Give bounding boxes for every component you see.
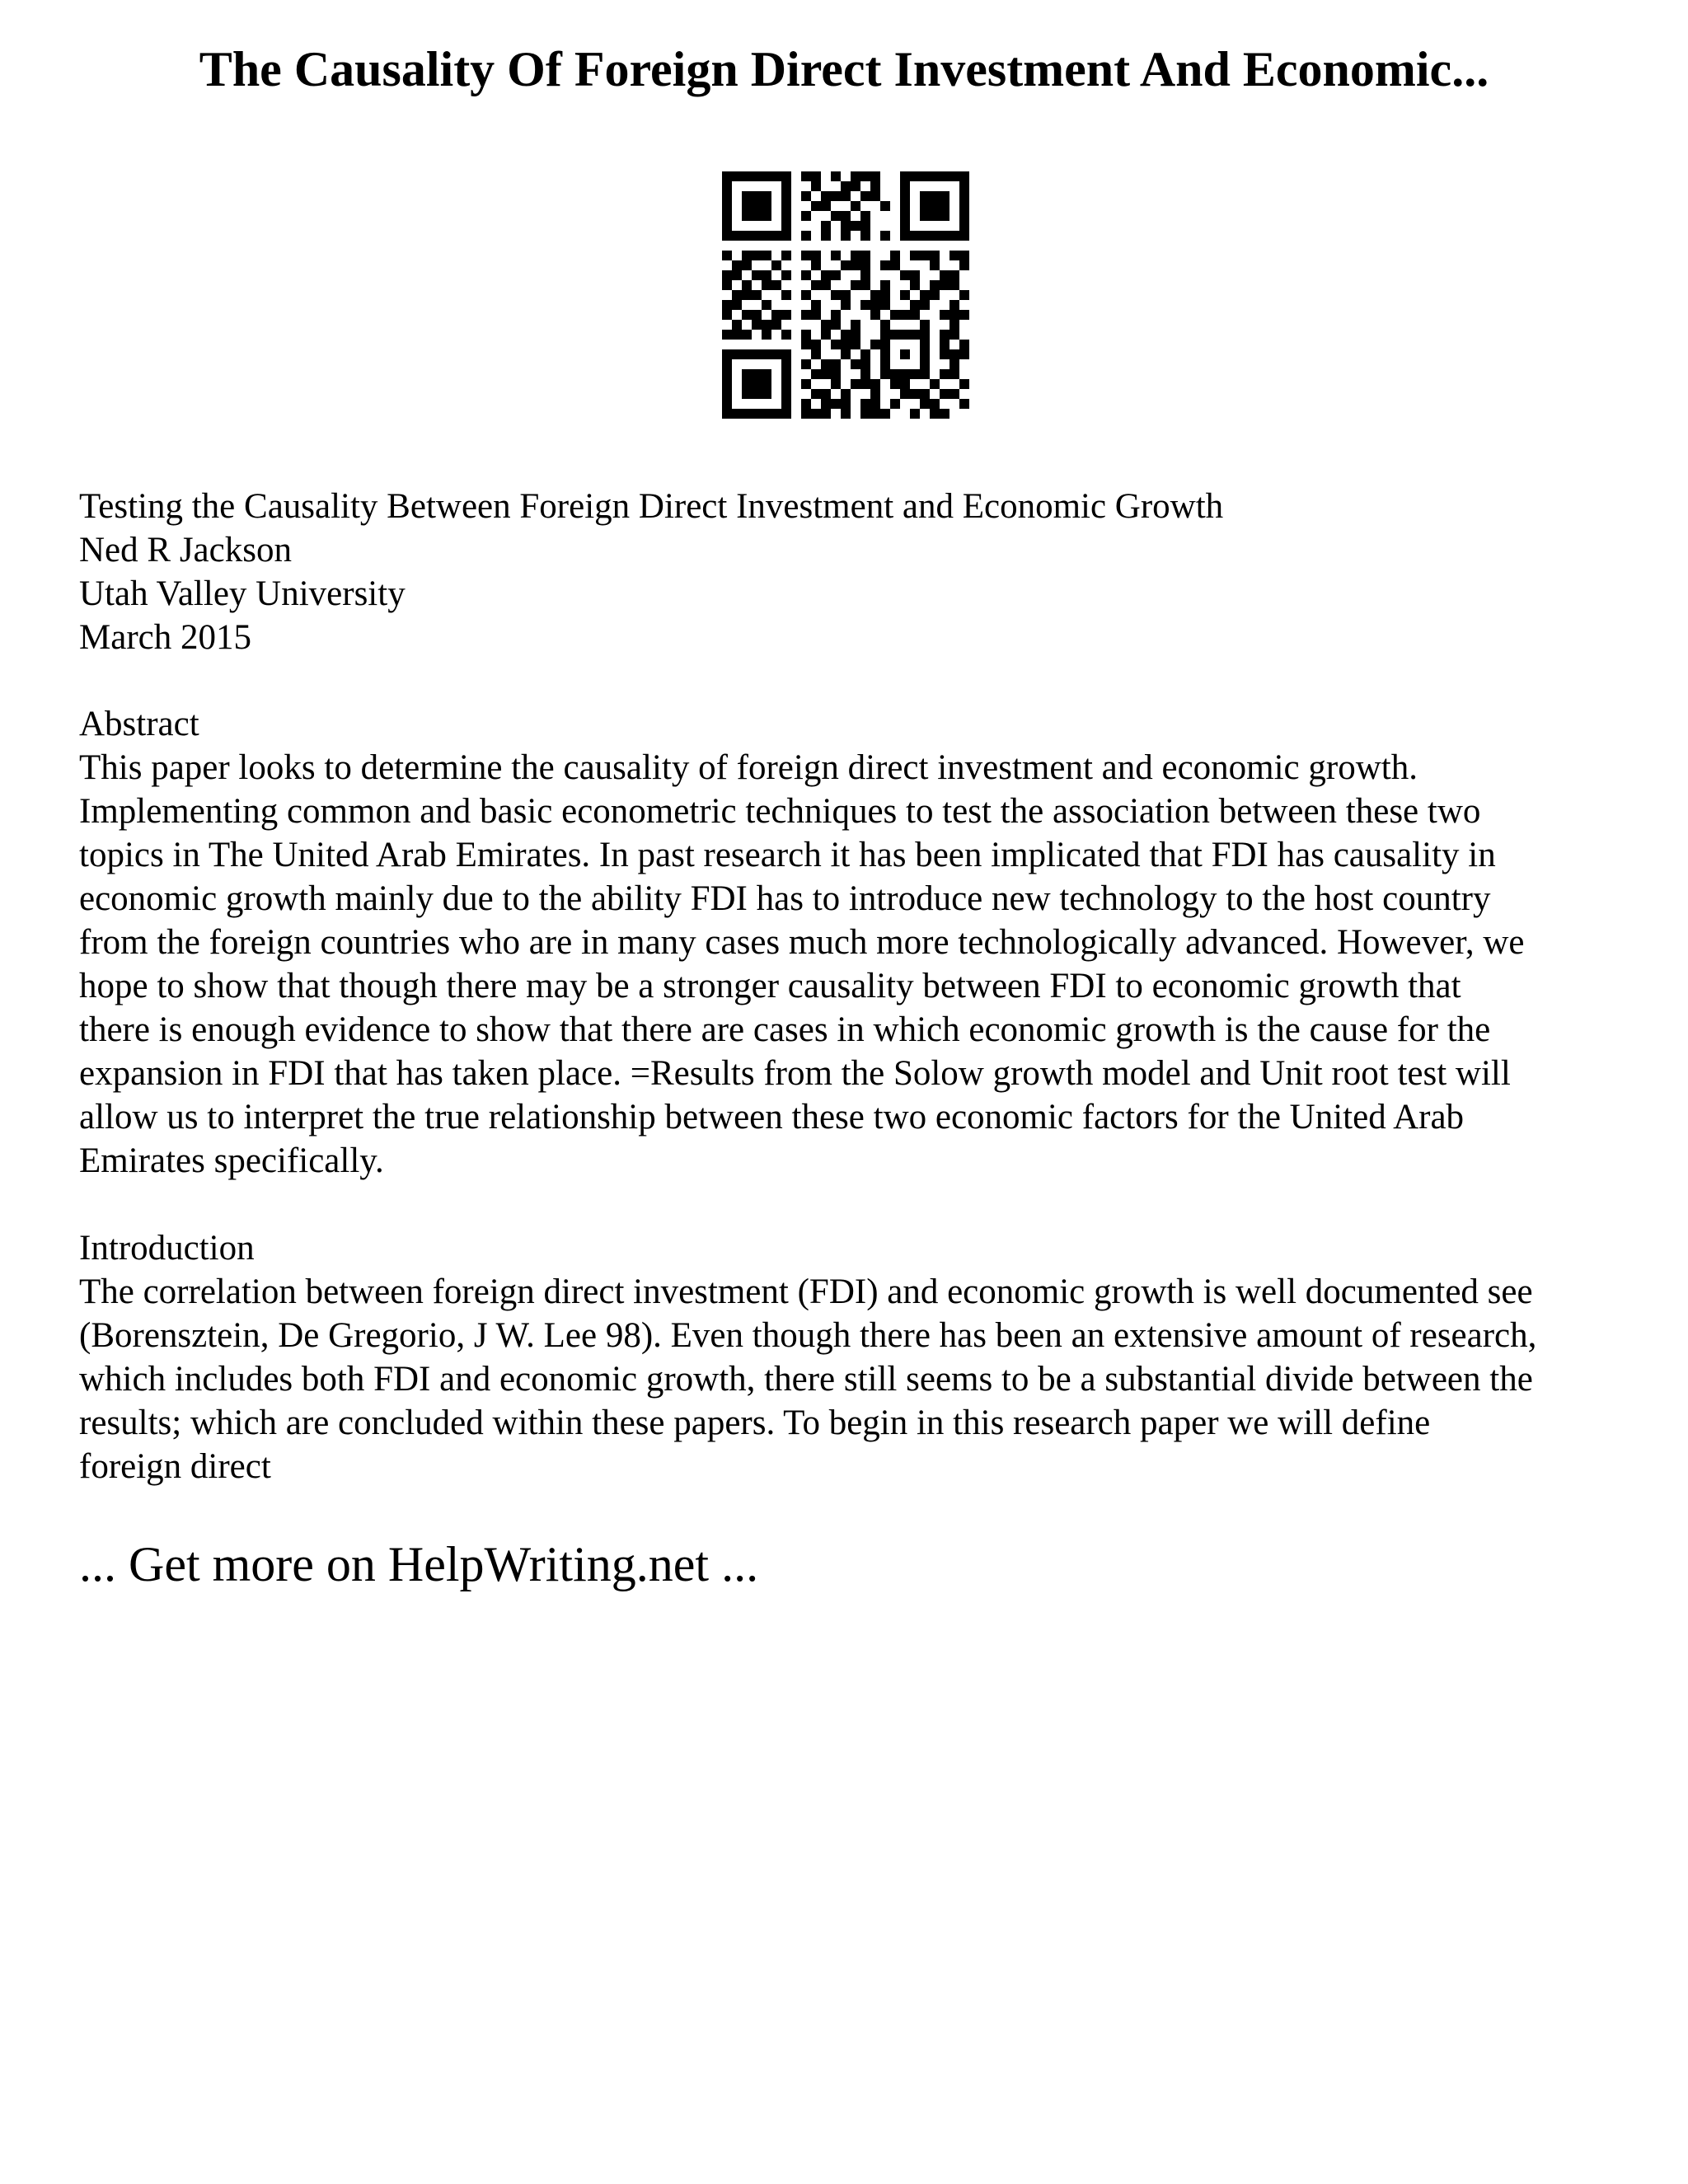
abstract-line: expansion in FDI that has taken place. =Results from the Solow growth model and Unit root test will (79, 1054, 1511, 1093)
introduction-line: results; which are concluded within these papers. To begin in this research paper we will define (79, 1404, 1431, 1442)
document-title: The Causality Of Foreign Direct Investment And Economic... (199, 42, 1489, 96)
introduction-line: The correlation between foreign direct investment (FDI) and economic growth is well documented see (79, 1272, 1533, 1311)
abstract-line: Emirates specifically. (79, 1141, 384, 1180)
introduction-paragraph (79, 1270, 1629, 1488)
introduction-heading: Introduction (79, 1229, 255, 1268)
paper-title: Testing the Causality Between Foreign Direct Investment and Economic Growth (79, 487, 1224, 526)
abstract-line: This paper looks to determine the causality of foreign direct investment and economic growth. (79, 748, 1418, 787)
paper-meta (79, 485, 1629, 659)
introduction-line: (Borensztein, De Gregorio, J W. Lee 98). Even though there has been an extensive amount of research, (79, 1316, 1537, 1355)
abstract-line: from the foreign countries who are in many cases much more technologically advanced. However, we (79, 923, 1525, 962)
publication-date: March 2015 (79, 618, 251, 657)
abstract-paragraph (79, 746, 1629, 1183)
abstract-line: there is enough evidence to show that there are cases in which economic growth is the cause for the (79, 1010, 1491, 1049)
author-name: Ned R Jackson (79, 531, 292, 569)
institution: Utah Valley University (79, 574, 406, 613)
introduction-line: which includes both FDI and economic growth, there still seems to be a substantial divide between the (79, 1360, 1533, 1399)
abstract-line: hope to show that though there may be a stronger causality between FDI to economic growth that (79, 967, 1461, 1005)
abstract-heading: Abstract (79, 705, 199, 743)
qr-code-icon (722, 171, 969, 419)
abstract-line: allow us to interpret the true relationship between these two economic factors for the United Arab (79, 1098, 1465, 1137)
abstract-line: topics in The United Arab Emirates. In past research it has been implicated that FDI has causality in (79, 836, 1496, 874)
introduction-line: foreign direct (79, 1447, 271, 1486)
abstract-line: economic growth mainly due to the ability FDI has to introduce new technology to the host country (79, 879, 1491, 918)
abstract-line: Implementing common and basic econometric techniques to test the association between these two (79, 792, 1481, 831)
get-more-link[interactable]: ... Get more on HelpWriting.net ... (79, 1537, 759, 1591)
